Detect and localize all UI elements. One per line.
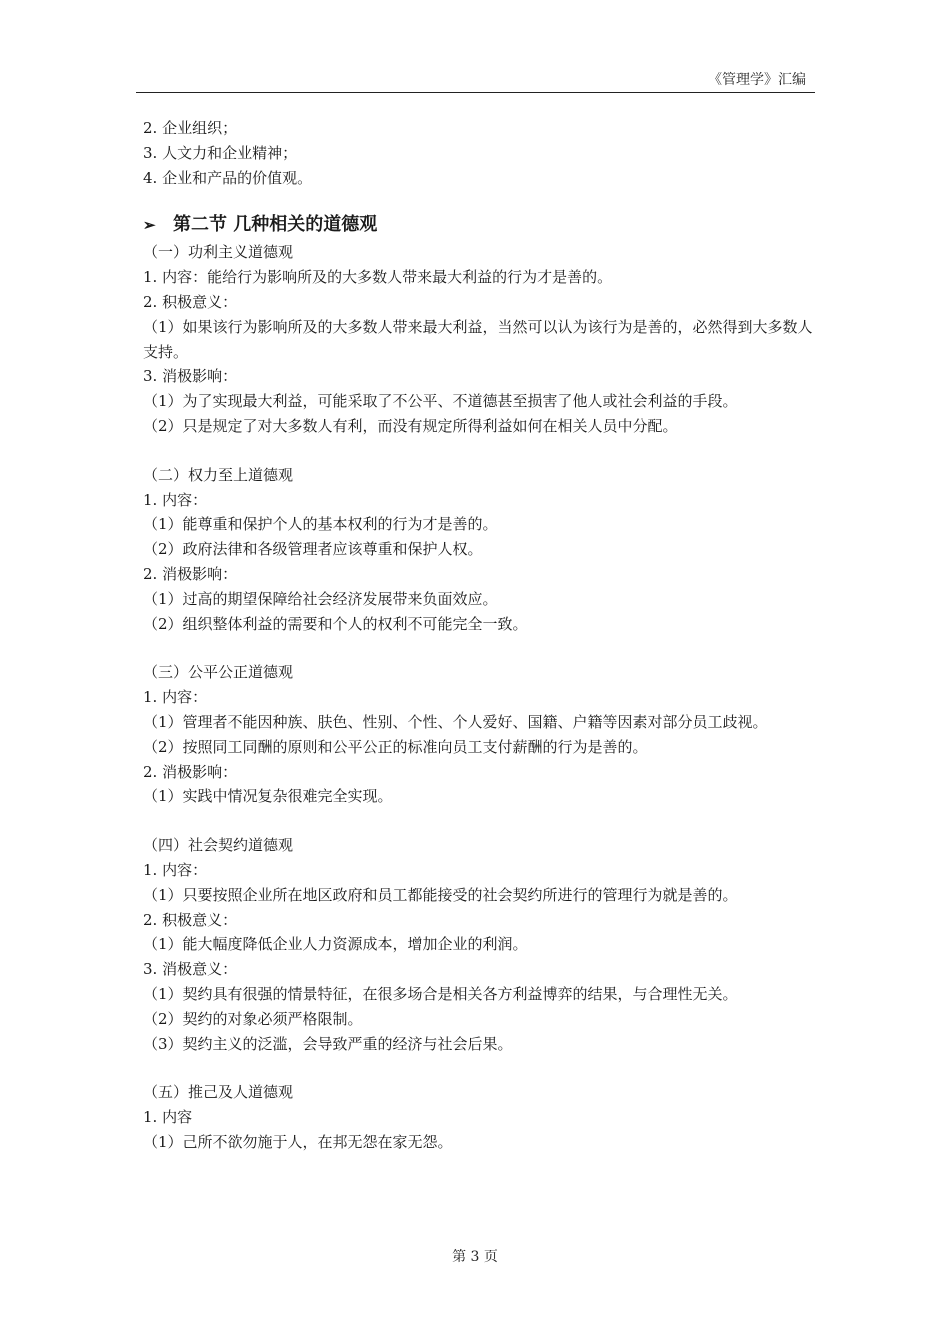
text-line: （1）如果该行为影响所及的大多数人带来最大利益，当然可以认为该行为是善的，必然得到大多数人支持。 [143, 317, 813, 361]
subsection-justice [143, 660, 815, 809]
text-line: 1. 内容： [143, 490, 208, 509]
text-line: （2）按照同工同酬的原则和公平公正的标准向员工支付薪酬的行为是善的。 [143, 737, 648, 756]
subsection-golden-rule [143, 1080, 815, 1154]
text-line: （1）管理者不能因种族、肤色、性别、个性、个人爱好、国籍、户籍等因素对部分员工歧视。 [143, 712, 768, 731]
text-line: 2. 积极意义： [143, 910, 238, 929]
text-line: （1）为了实现最大利益，可能采取了不公平、不道德甚至损害了他人或社会利益的手段。 [143, 392, 738, 411]
section-heading [143, 210, 815, 240]
subsection-heading: （五）推己及人道德观 [143, 1083, 294, 1102]
text-line: （2）政府法律和各级管理者应该尊重和保护人权。 [143, 540, 483, 559]
subsection-heading: （二）权力至上道德观 [143, 465, 294, 484]
text-line: 1. 内容： [143, 860, 208, 879]
text-line: 1. 内容：能给行为影响所及的大多数人带来最大利益的行为才是善的。 [143, 268, 613, 287]
text-line: （1）实践中情况复杂很难完全实现。 [143, 787, 393, 806]
text-line: （3）契约主义的泛滥，会导致严重的经济与社会后果。 [143, 1034, 513, 1053]
text-line: （2）只是规定了对大多数人有利，而没有规定所得利益如何在相关人员中分配。 [143, 416, 678, 435]
text-line: 2. 积极意义： [143, 292, 238, 311]
text-line: （1）只要按照企业所在地区政府和员工都能接受的社会契约所进行的管理行为就是善的。 [143, 885, 738, 904]
subsection-social-contract [143, 833, 815, 1056]
text-line: （2）组织整体利益的需要和个人的权利不可能完全一致。 [143, 614, 528, 633]
header-divider [136, 92, 815, 93]
text-line: （1）能尊重和保护个人的基本权利的行为才是善的。 [143, 515, 498, 534]
text-line: （1）契约具有很强的情景特征，在很多场合是相关各方利益博弈的结果，与合理性无关。 [143, 984, 738, 1003]
running-header: 《管理学》汇编 [708, 72, 806, 88]
intro-item: 3. 人文力和企业精神； [143, 143, 298, 162]
subsection-heading: （四）社会契约道德观 [143, 836, 294, 855]
page-number: 第 3 页 [452, 1249, 498, 1265]
text-line: 2. 消极影响： [143, 762, 238, 781]
subsection-heading: （一）功利主义道德观 [143, 243, 294, 262]
text-line: （1）己所不欲勿施于人，在邦无怨在家无怨。 [143, 1132, 453, 1151]
text-line: （1）能大幅度降低企业人力资源成本，增加企业的利润。 [143, 935, 528, 954]
text-line: 3. 消极影响： [143, 367, 238, 386]
text-line: （1）过高的期望保障给社会经济发展带来负面效应。 [143, 589, 498, 608]
subsection-rights [143, 463, 815, 637]
document-body [143, 116, 815, 1155]
text-line: 3. 消极意义： [143, 960, 238, 979]
subsection-heading: （三）公平公正道德观 [143, 663, 294, 682]
arrow-bullet-icon: ➢ [143, 216, 156, 235]
subsection-utilitarian [143, 240, 815, 438]
intro-list [143, 116, 815, 190]
text-line: 1. 内容 [143, 1108, 193, 1127]
intro-item: 2. 企业组织； [143, 119, 238, 137]
section-title-text: 第二节 几种相关的道德观 [173, 214, 378, 236]
text-line: （2）契约的对象必须严格限制。 [143, 1009, 363, 1028]
intro-item: 4. 企业和产品的价值观。 [143, 168, 313, 187]
text-line: 2. 消极影响： [143, 564, 238, 583]
text-line: 1. 内容： [143, 688, 208, 707]
